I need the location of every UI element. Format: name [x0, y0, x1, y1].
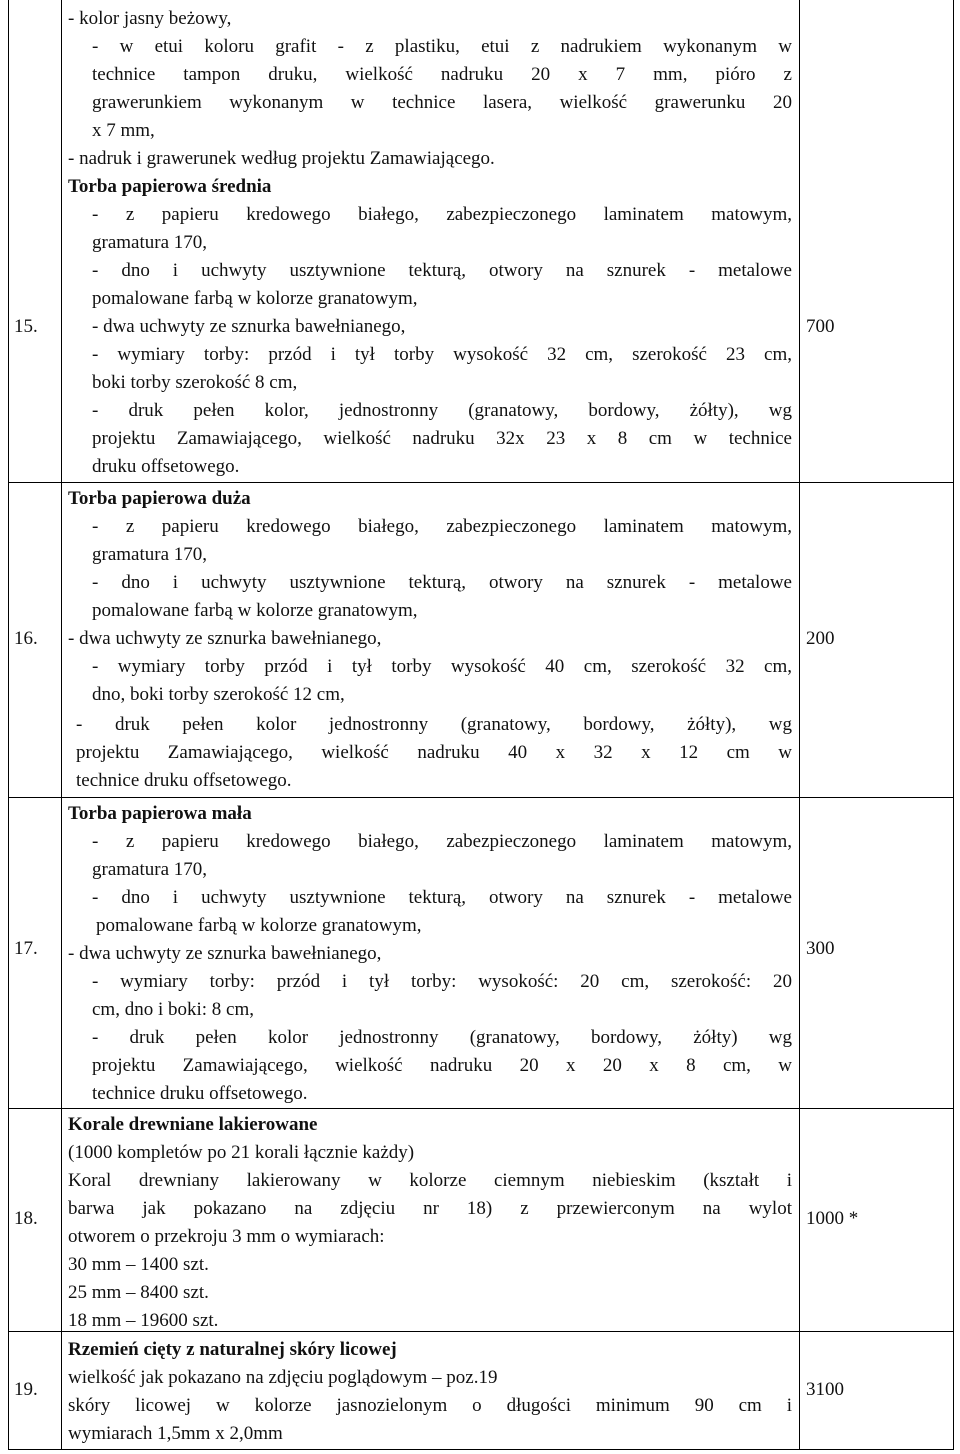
description-line: - wymiary torby: przód i tył torby wysokość 32 cm, szerokość 23 cm,	[92, 344, 792, 365]
description-line: - w etui koloru grafit - z plastiku, etui z nadrukiem wykonanym w	[92, 36, 792, 57]
description-line: technice druku offsetowego.	[76, 770, 292, 791]
row-number: 19.	[14, 1379, 38, 1400]
description-line: projektu Zamawiającego, wielkość nadruku 32x 23 x 8 cm w technice	[92, 428, 792, 449]
description-line: pomalowane farbą w kolorze granatowym,	[92, 600, 418, 621]
description-line: - wymiary torby przód i tył torby wysokość 40 cm, szerokość 32 cm,	[92, 656, 792, 677]
row-divider	[8, 482, 954, 483]
table-border-left	[8, 0, 9, 1450]
item-title: Korale drewniane lakierowane	[68, 1114, 318, 1135]
description-line: technice tampon druku, wielkość nadruku 20 x 7 mm, pióro z	[92, 64, 792, 85]
description-line: - dwa uchwyty ze sznurka bawełnianego,	[68, 628, 382, 649]
row-number: 18.	[14, 1208, 38, 1229]
row-quantity: 300	[806, 938, 835, 959]
column-divider-number	[61, 0, 62, 1450]
row-quantity: 1000 *	[806, 1208, 859, 1229]
description-line: - nadruk i grawerunek według projektu Zamawiającego.	[68, 148, 495, 169]
description-line: - z papieru kredowego białego, zabezpieczonego laminatem matowym,	[92, 516, 792, 537]
description-line: gramatura 170,	[92, 232, 208, 253]
description-line: - dwa uchwyty ze sznurka bawełnianego,	[68, 943, 382, 964]
description-line: wielkość jak pokazano na zdjęciu poglądowym – poz.19	[68, 1367, 498, 1388]
description-line: otworem o przekroju 3 mm o wymiarach:	[68, 1226, 385, 1247]
description-line: (1000 kompletów po 21 korali łącznie każdy)	[68, 1142, 415, 1163]
description-line: grawerunkiem wykonanym w technice lasera, wielkość grawerunku 20	[92, 92, 792, 113]
row-number: 17.	[14, 938, 38, 959]
description-line: - druk pełen kolor, jednostronny (granatowy, bordowy, żółty), wg	[92, 400, 792, 421]
row-quantity: 3100	[806, 1379, 844, 1400]
description-line: - wymiary torby: przód i tył torby: wysokość: 20 cm, szerokość: 20	[92, 971, 792, 992]
description-line: projektu Zamawiającego, wielkość nadruku 20 x 20 x 8 cm, w	[92, 1055, 792, 1076]
table-border-right	[953, 0, 954, 1450]
item-title: Torba papierowa średnia	[68, 176, 272, 197]
description-line: skóry licowej w kolorze jasnozielonym o długości minimum 90 cm i	[68, 1395, 792, 1416]
row-number: 16.	[14, 628, 38, 649]
description-line: druku offsetowego.	[92, 456, 240, 477]
row-number: 15.	[14, 316, 38, 337]
description-line: - dno i uchwyty usztywnione tekturą, otwory na sznurek - metalowe	[92, 887, 792, 908]
description-line: pomalowane farbą w kolorze granatowym,	[92, 288, 418, 309]
description-line: - druk pełen kolor jednostronny (granatowy, bordowy, żółty) wg	[92, 1027, 792, 1048]
description-line: dno, boki torby szerokość 12 cm,	[92, 684, 345, 705]
description-line: - druk pełen kolor jednostronny (granatowy, bordowy, żółty), wg	[76, 714, 792, 735]
description-line: wymiarach 1,5mm x 2,0mm	[68, 1423, 283, 1444]
description-line: cm, dno i boki: 8 cm,	[92, 999, 255, 1020]
row-quantity: 200	[806, 628, 835, 649]
description-line: gramatura 170,	[92, 544, 208, 565]
table-border-bottom	[8, 1449, 954, 1450]
description-line: - kolor jasny beżowy,	[68, 8, 232, 29]
description-line: x 7 mm,	[92, 120, 155, 141]
column-divider-quantity	[799, 0, 800, 1450]
description-line: - dno i uchwyty usztywnione tekturą, otwory na sznurek - metalowe	[92, 572, 792, 593]
description-line: Koral drewniany lakierowany w kolorze ciemnym niebieskim (kształt i	[68, 1170, 792, 1191]
item-title: Torba papierowa mała	[68, 803, 252, 824]
description-line: boki torby szerokość 8 cm,	[92, 372, 298, 393]
description-line: - dno i uchwyty usztywnione tekturą, otwory na sznurek - metalowe	[92, 260, 792, 281]
row-quantity: 700	[806, 316, 835, 337]
description-line: - z papieru kredowego białego, zabezpieczonego laminatem matowym,	[92, 204, 792, 225]
description-line: 25 mm – 8400 szt.	[68, 1282, 209, 1303]
row-divider	[8, 1108, 954, 1109]
description-line: barwa jak pokazano na zdjęciu nr 18) z przewierconym na wylot	[68, 1198, 792, 1219]
description-line: technice druku offsetowego.	[92, 1083, 308, 1104]
row-divider	[8, 797, 954, 798]
description-line: 18 mm – 19600 szt.	[68, 1310, 219, 1331]
description-line: pomalowane farbą w kolorze granatowym,	[96, 915, 422, 936]
item-title: Torba papierowa duża	[68, 488, 251, 509]
description-line: gramatura 170,	[92, 859, 208, 880]
description-line: - dwa uchwyty ze sznurka bawełnianego,	[92, 316, 406, 337]
description-line: - z papieru kredowego białego, zabezpieczonego laminatem matowym,	[92, 831, 792, 852]
item-title: Rzemień cięty z naturalnej skóry licowej	[68, 1339, 397, 1360]
description-line: 30 mm – 1400 szt.	[68, 1254, 209, 1275]
description-line: projektu Zamawiającego, wielkość nadruku 40 x 32 x 12 cm w	[76, 742, 792, 763]
